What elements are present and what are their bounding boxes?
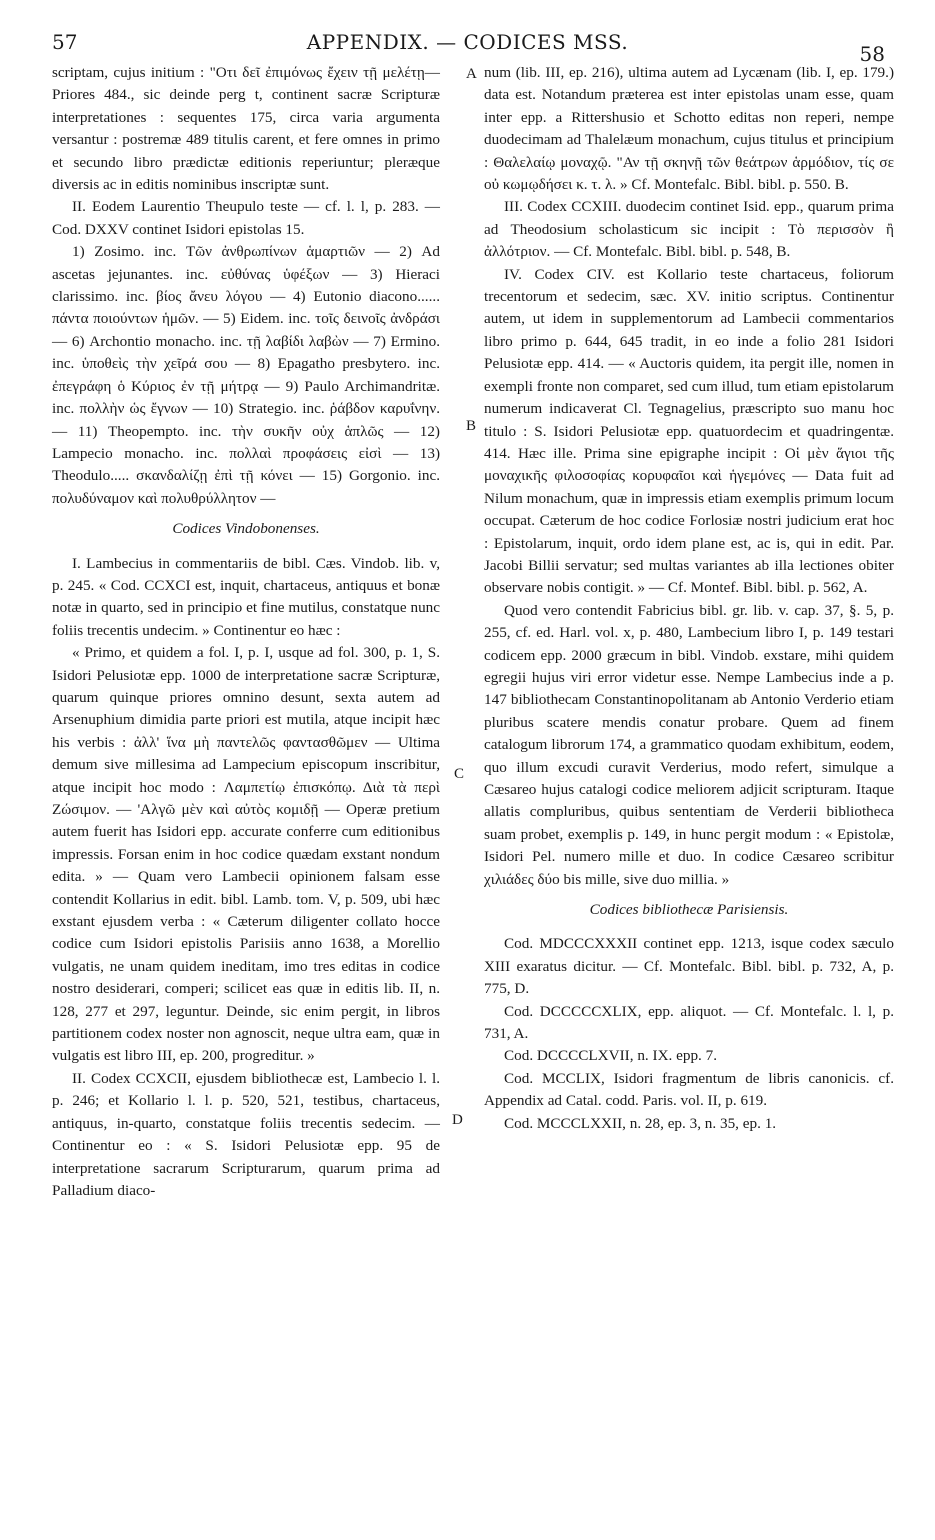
page-number-right: 58 [859, 42, 885, 66]
section-heading: Codices bibliothecæ Parisiensis. [589, 901, 789, 919]
paragraph: num (lib. III, ep. 216), ultima autem ad Lycænam (lib. I, ep. 179.) data est. Notandum præterea est inter epistolas unam esse, quam inter epp. a Rittershusio et Schotto editas non reperi, nempe duodecimam ad Thalelæum monachum, cujus titulus et principium : Θαλελαίῳ μοναχῷ. "Αν τῇ σκηνῇ τῶν θεάτρων ἁρμόδιον, τίς σε οὐ κωμῳδήσει κ. τ. λ. » Cf. Montefalc. Bibl. bibl. p. 550. B. [484, 64, 894, 194]
paragraph: Quod vero contendit Fabricius bibl. gr. lib. v. cap. 37, §. 5, p. 255, cf. ed. Harl. vol. x, p. 480, Lambecium libro I, p. 149 testari codicem epp. 2000 græcum in bibl. Vindob. exstare, mihi quidem egregii hujus viri error videtur esse. Nempe Lambecius inde a p. 147 bibliothecam Constantinopolitanam ab Antonio Verderio etiam pluribus scatere mendis conatur probare. Quem ad finem catalogum librorum 174, a grammatico quodam exhibitum, eodem, quo illum excudi curavit Verderius, modo refert, simulque a Cæsareo hujus catalogi codice meliorem adjicit scripturam. Itaque allatis compluribus, quibus sententiam de Verderii bibliotheca suam probet, exemplis p. 149, in hunc pergit modum : « Epistolæ, Isidori Pel. numero mille et duo. In codice Cæsareo scribitur χιλιάδες δύο bis mille, sive duo millia. » [484, 601, 894, 888]
section-heading: Codices Vindobonenses. [172, 520, 320, 538]
paragraph: III. Codex CCXIII. duodecim continet Isid. epp., quarum prima ad Theodosium scholasticum sic incipit : Τὸ περισσὸν ἢ ἀλλότριον. — Cf. Montefalc. Bibl. bibl. p. 548, B. [484, 198, 894, 261]
paragraph: II. Codex CCXCII, ejusdem bibliothecæ est, Lambecio l. l. p. 246; et Kollario l. l. p. 520, 521, testibus, chartaceus, antiquus, in-quarto, constatque foliis trecentis sedecim. — Continentur eo : « S. Isidori Pelusiotæ epp. 95 de interpretatione sacrarum Scripturarum, quarum prima ad Palladium diaco- [52, 1069, 440, 1199]
paragraph: IV. Codex CIV. est Kollario teste chartaceus, foliorum trecentorum et sedecim, sæc. XV. initio scriptus. Continentur autem, ut idem in supplementorum ad Lambecii commentarios libro primo p. 644, 645 tradit, in eo inde a folio 281 Isidori Pelusiotæ epp. 414. — « Auctoris quidem, ita pergit ille, nomen in exempli fronte non comparet, sed cum illud, tum etiam epistolarum numerum indicaverat Cl. Tegnagelius, præscripto suo manu hoc titulo : S. Isidori Pelusiotæ epp. quatuordecim et quadringentæ. 414. Hæc ille. Prima sine epigraphe incipit : Οἱ μὲν ἅγιοι τῆς μοναχικῆς φιλοσοφίας κορυφαῖοι καὶ ἡγεμόνες — Data fuit ad Nilum monachum, quæ in impressis etiam exemplis primum locum occupat. Cæterum de hoc codice Forlosiæ nostri judicium erat hoc : Epistolarum, inquit, ordo idem plane est, ac is, qui in edit. Par. Jacobi Billii servatur; sed multas variantes ab illa lectiones obiter observare nobis contigit. » — Cf. Montef. Bibl. bibl. p. 562, A. [484, 265, 894, 597]
margin-letter-a: A [466, 66, 477, 82]
right-column [484, 62, 894, 1135]
left-column [52, 62, 440, 1202]
paragraph: Cod. MCCCLXXII, n. 28, ep. 3, n. 35, ep. 1. [504, 1114, 777, 1132]
paragraph: Cod. MDCCCXXXII continet epp. 1213, isque codex sæculo XIII exaratus dicitur. — Cf. Montefalc. Bibl. bibl. p. 732, A, p. 775, D. [484, 935, 894, 998]
margin-letter-d: D [452, 1112, 463, 1128]
page-number-left: 57 [52, 30, 78, 54]
paragraph: Cod. DCCCCLXVII, n. IX. epp. 7. [504, 1047, 718, 1065]
paragraph: « Primo, et quidem a fol. I, p. I, usque ad fol. 300, p. 1, S. Isidori Pelusiotæ epp. 1000 de interpretatione sacræ Scripturæ, quarum quinque priores omnino desunt, sexta autem ad Arsenuphium dimidia parte priori est mutila, atque incipit hæc his verbis : ἀλλ' ἵνα μὴ παντελῶς φαντασθῶμεν — Ultima demum sive millesima ad Lampecium episcopum inscribitur, atque incipit hoc modo : Λαμπετίῳ ἐπισκόπῳ. Διὰ τὰ περὶ Ζώσιμον. — 'Αλγῶ μὲν καὶ αὐτὸς κομιδῇ — Operæ pretium autem fuerit has Isidori epp. accurate conferre cum editionibus impressis. Forsan enim in hoc codice quædam exstant nondum edita. » — Quam vero Lambecii opinionem falsam esse contendit Kollarius in edit. bibl. Lamb. tom. V, p. 509, ubi hæc exstant ejusdem verba : « Cæterum diligenter collato hocce codice cum Isidori epistolis Parisiis anno 1638, a Morellio vulgatis, ne unam quidem ineditam, imo tres editas in codice nostro desiderari, comperi; scilicet eas quæ in editis lib. II, n. 128, 277 et 297, leguntur. Deinde, sic enim pergit, in libros partitionem codex noster non agnoscit, neque ultra eam, quæ in vulgatis est libro III, ep. 200, progreditur. » [52, 644, 440, 1065]
margin-letter-c: C [454, 766, 465, 782]
paragraph: scriptam, cujus initium : "Οτι δεῖ ἐπιμόνως ἔχειν τῇ μελέτῃ—Priores 484., sic deinde perg t, continent sacræ Scripturæ interpretationes : sequentes 175, circa varia argumenta versantur : postremæ 489 titulis carent, et fere omnes in primo et secundo libro prædictæ editionis reperiuntur; pleræque diversis ac in editis nominibus inscriptæ sunt. [52, 64, 440, 194]
paragraph: Cod. MCCLIX, Isidori fragmentum de libris canonicis. cf. Appendix ad Catal. codd. Paris. vol. II, p. 619. [484, 1069, 894, 1110]
running-head: APPENDIX. — CODICES MSS. [306, 30, 629, 54]
paragraph: II. Eodem Laurentio Theupulo teste — cf. l. l, p. 283. — Cod. DXXV continet Isidori epistolas 15. [52, 198, 440, 238]
paragraph: 1) Zosimo. inc. Τῶν ἀνθρωπίνων ἁμαρτιῶν — 2) Ad ascetas jejunantes. inc. εὐθύνας ὑφέξων — 3) Hieraci clarissimo. inc. βίος ἄνευ λόγου — 4) Eutonio diacono...... πάντα ποιούντων ἡμῶν. — 5) Eidem. inc. τοῖς δεινοῖς ἀνδράσι — 6) Archontio monacho. inc. τῇ λαβίδι λαβὼν — 7) Ermino. inc. ὑποθεὶς τὴν χεῖρά σου — 8) Epagatho presbytero. inc. ἐπεγράφη ὁ Κύριος ἐν τῇ μήτρᾳ — 9) Paulo Archimandritæ. inc. πολλὴν ὡς ἔγνων — 10) Strategio. inc. ῥάβδον καρυΐνην. — 11) Theopempto. inc. τὴν συκῆν οὐχ ἁπλῶς — 12) Lampecio monacho. inc. πολλαὶ προφάσεις εἰσὶ — 13) Theodulo..... σκανδαλίζῃ ἐπὶ τῇ κόνει — 15) Gorgonio. inc. πολυδύναμον καὶ πολυθρύλλητον — [52, 243, 440, 507]
paragraph: I. Lambecius in commentariis de bibl. Cæs. Vindob. lib. v, p. 245. « Cod. CCXCI est, inquit, chartaceus, antiquus et bonæ notæ in quarto, sed in principio et fine mutilus, constatque nunc foliis trecentis undecim. » Continentur eo hæc : [52, 554, 440, 639]
margin-letter-b: B [466, 418, 477, 434]
paragraph: Cod. DCCCCCXLIX, epp. aliquot. — Cf. Montefalc. l. l, p. 731, A. [484, 1002, 894, 1043]
